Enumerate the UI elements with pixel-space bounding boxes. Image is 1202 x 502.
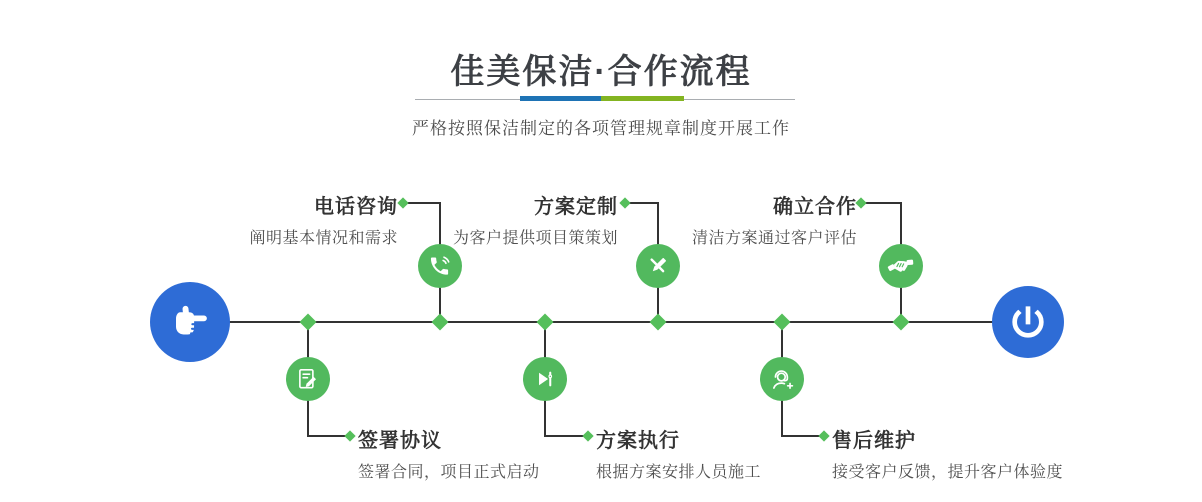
step-description: 为客户提供项目策策划	[452, 230, 618, 247]
pointing-hand-icon	[167, 299, 213, 345]
connector-line	[544, 435, 586, 437]
page-title: 佳美保洁·合作流程	[450, 53, 752, 91]
timeline-node-diamond	[432, 314, 449, 331]
title-divider-green-segment	[601, 96, 684, 101]
timeline-start-node	[150, 282, 230, 362]
label-diamond	[855, 197, 866, 208]
label-diamond	[582, 430, 593, 441]
step-plan-execution	[596, 424, 761, 482]
connector-line	[406, 202, 441, 204]
timeline-node-diamond	[893, 314, 910, 331]
step-icon-circle	[523, 357, 567, 401]
label-diamond	[344, 430, 355, 441]
contract-icon	[295, 366, 321, 392]
label-diamond	[619, 197, 630, 208]
connector-line	[781, 435, 822, 437]
power-icon	[1008, 302, 1048, 342]
step-plan-customization	[453, 190, 618, 248]
handshake-icon	[887, 252, 915, 280]
timeline-end-node	[992, 286, 1064, 358]
step-aftersales-maintenance	[832, 424, 1063, 482]
step-title: 方案执行	[596, 430, 680, 452]
label-diamond	[818, 430, 829, 441]
title-divider-blue-segment	[520, 96, 601, 101]
step-title: 方案定制	[534, 196, 618, 218]
step-description: 接受客户反馈，提升客户体验度	[832, 464, 1064, 481]
step-icon-circle	[286, 357, 330, 401]
label-diamond	[397, 197, 408, 208]
phone-icon	[427, 253, 453, 279]
timeline-node-diamond	[650, 314, 667, 331]
step-establish-cooperation	[692, 190, 857, 248]
connector-line	[307, 435, 347, 437]
step-title: 签署协议	[358, 430, 442, 452]
customer-service-icon	[769, 366, 796, 393]
step-icon-circle	[760, 357, 804, 401]
timeline-node-diamond	[537, 314, 554, 331]
step-title: 售后维护	[832, 430, 916, 452]
step-title: 确立合作	[773, 196, 857, 218]
page-subtitle: 严格按照保洁制定的各项管理规章制度开展工作	[412, 119, 790, 138]
pencil-tools-icon	[645, 253, 671, 279]
timeline-node-diamond	[774, 314, 791, 331]
step-icon-circle	[418, 244, 462, 288]
step-description: 签署合同，项目正式启动	[358, 464, 540, 481]
step-title: 电话咨询	[314, 196, 398, 218]
step-icon-circle	[879, 244, 923, 288]
step-description: 清洁方案通过客户评估	[691, 230, 857, 247]
timeline-node-diamond	[300, 314, 317, 331]
connector-line	[628, 202, 659, 204]
connector-line	[864, 202, 902, 204]
step-icon-circle	[636, 244, 680, 288]
step-description: 阐明基本情况和需求	[249, 230, 398, 247]
play-next-icon	[532, 366, 558, 392]
step-description: 根据方案安排人员施工	[596, 464, 762, 481]
step-sign-agreement	[358, 424, 540, 482]
step-phone-consultation	[249, 190, 398, 248]
